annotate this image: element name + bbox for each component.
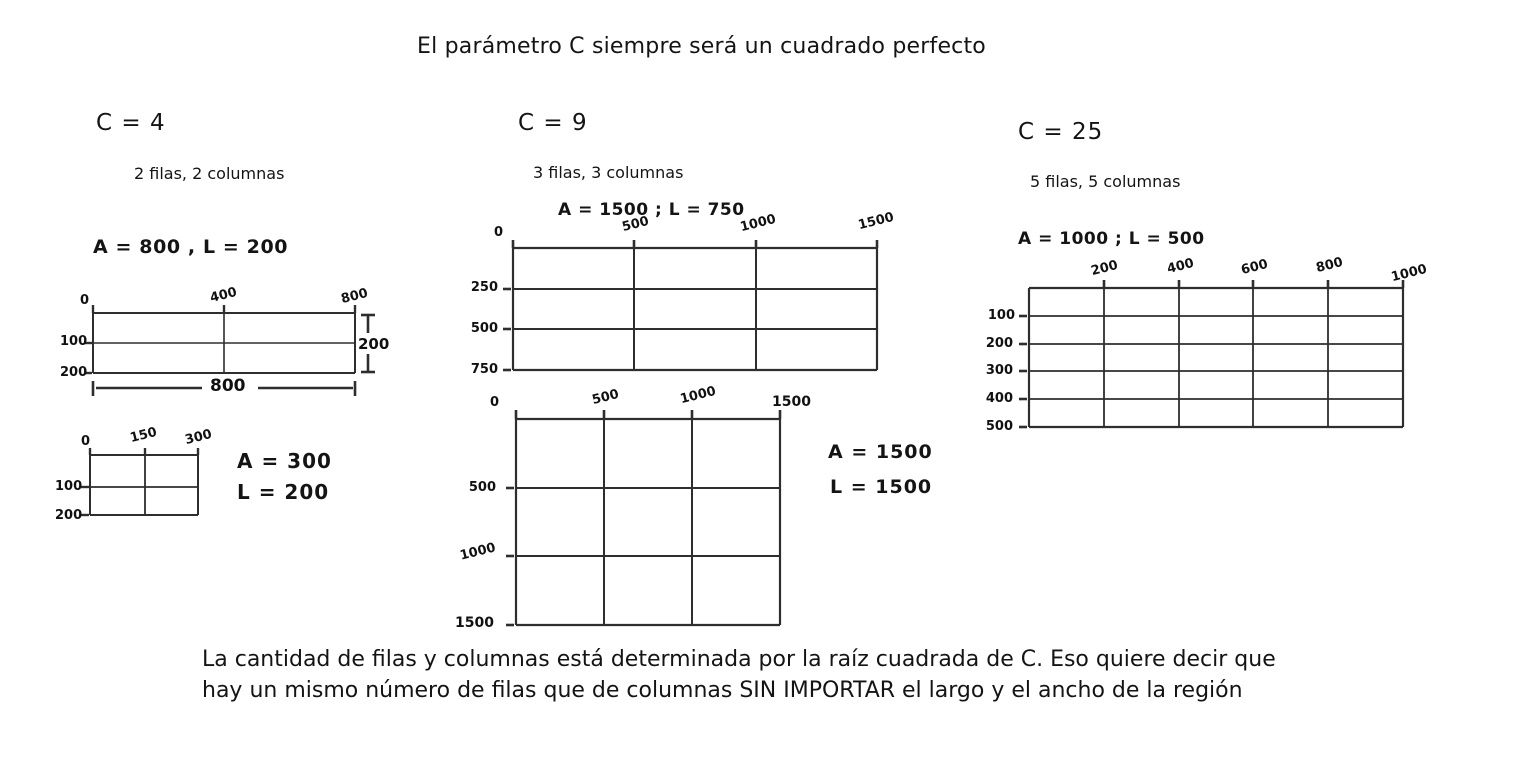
x-tick-label: 1500 <box>856 209 896 234</box>
y-tick-label: 500 <box>470 321 498 336</box>
x-tick-label: 150 <box>128 424 159 447</box>
y-tick-label: 100 <box>60 334 88 349</box>
footer-text <box>202 644 1276 706</box>
y-tick-label: 200 <box>985 336 1013 351</box>
c4-subheading: 2 filas, 2 columnas <box>134 164 285 183</box>
c9-heading: C = 9 <box>518 110 588 136</box>
x-tick-label: 0 <box>81 434 91 449</box>
x-tick-label: 1000 <box>738 211 778 236</box>
x-tick-label: 800 <box>1314 254 1345 277</box>
y-tick-label: 500 <box>468 480 496 495</box>
x-tick-label: 1500 <box>772 394 811 410</box>
x-tick-label: 300 <box>183 426 214 449</box>
y-tick-label: 250 <box>470 280 498 295</box>
c4-small-length-label: L = 200 <box>237 480 330 504</box>
x-tick-label: 200 <box>1089 257 1120 280</box>
c9-subheading: 3 filas, 3 columnas <box>533 163 684 182</box>
y-tick-label: 400 <box>985 391 1013 406</box>
y-tick-label: 750 <box>470 362 498 377</box>
x-tick-label: 1000 <box>1389 261 1429 286</box>
x-tick-label: 400 <box>1165 255 1196 278</box>
y-tick-label: 200 <box>60 365 88 380</box>
y-tick-label: 100 <box>55 479 83 494</box>
c4-heading: C = 4 <box>96 110 166 136</box>
c4-small-area-label: A = 300 <box>237 449 332 473</box>
y-tick-label: 200 <box>55 508 83 523</box>
y-tick-label: 300 <box>985 363 1013 378</box>
x-tick-label: 800 <box>339 285 370 308</box>
c4-params: A = 800 , L = 200 <box>93 236 289 258</box>
width-dimension-label: 800 <box>210 376 246 396</box>
c4-main-grid <box>60 284 400 413</box>
x-tick-label: 1000 <box>678 383 718 408</box>
c9-square-grid-lines <box>450 393 800 643</box>
c25-subheading: 5 filas, 5 columnas <box>1030 172 1181 191</box>
x-tick-label: 500 <box>590 386 621 409</box>
c25-heading: C = 25 <box>1018 119 1104 145</box>
x-tick-label: 0 <box>80 293 90 308</box>
x-tick-label: 400 <box>208 284 239 307</box>
c25-grid-lines <box>985 255 1455 443</box>
page-title: El parámetro C siempre será un cuadrado perfecto <box>417 34 986 59</box>
footer-line-1: La cantidad de filas y columnas está determinada por la raíz cuadrada de C. Eso quiere decir que <box>202 647 1276 672</box>
x-tick-label: 0 <box>490 395 500 410</box>
y-tick-label: 500 <box>985 419 1013 434</box>
y-tick-label: 100 <box>987 308 1015 323</box>
x-tick-label: 500 <box>620 213 651 236</box>
c9-square-grid <box>450 383 811 643</box>
c9-square-length-label: L = 1500 <box>830 476 933 498</box>
height-dimension-label: 200 <box>358 335 390 353</box>
x-tick-label: 0 <box>494 225 504 240</box>
c25-grid <box>985 254 1455 443</box>
c9-square-area-label: A = 1500 <box>828 441 933 463</box>
c9-wide-grid-lines <box>470 215 910 385</box>
x-tick-label: 600 <box>1239 256 1270 279</box>
c25-params: A = 1000 ; L = 500 <box>1018 229 1205 249</box>
c9-params: A = 1500 ; L = 750 <box>558 200 745 220</box>
footer-line-2: hay un mismo número de filas que de columnas SIN IMPORTAR el largo y el ancho de la región <box>202 678 1243 703</box>
c4-small-grid <box>55 425 270 530</box>
y-tick-label: 1500 <box>455 615 494 631</box>
y-tick-label: 1000 <box>458 540 498 564</box>
